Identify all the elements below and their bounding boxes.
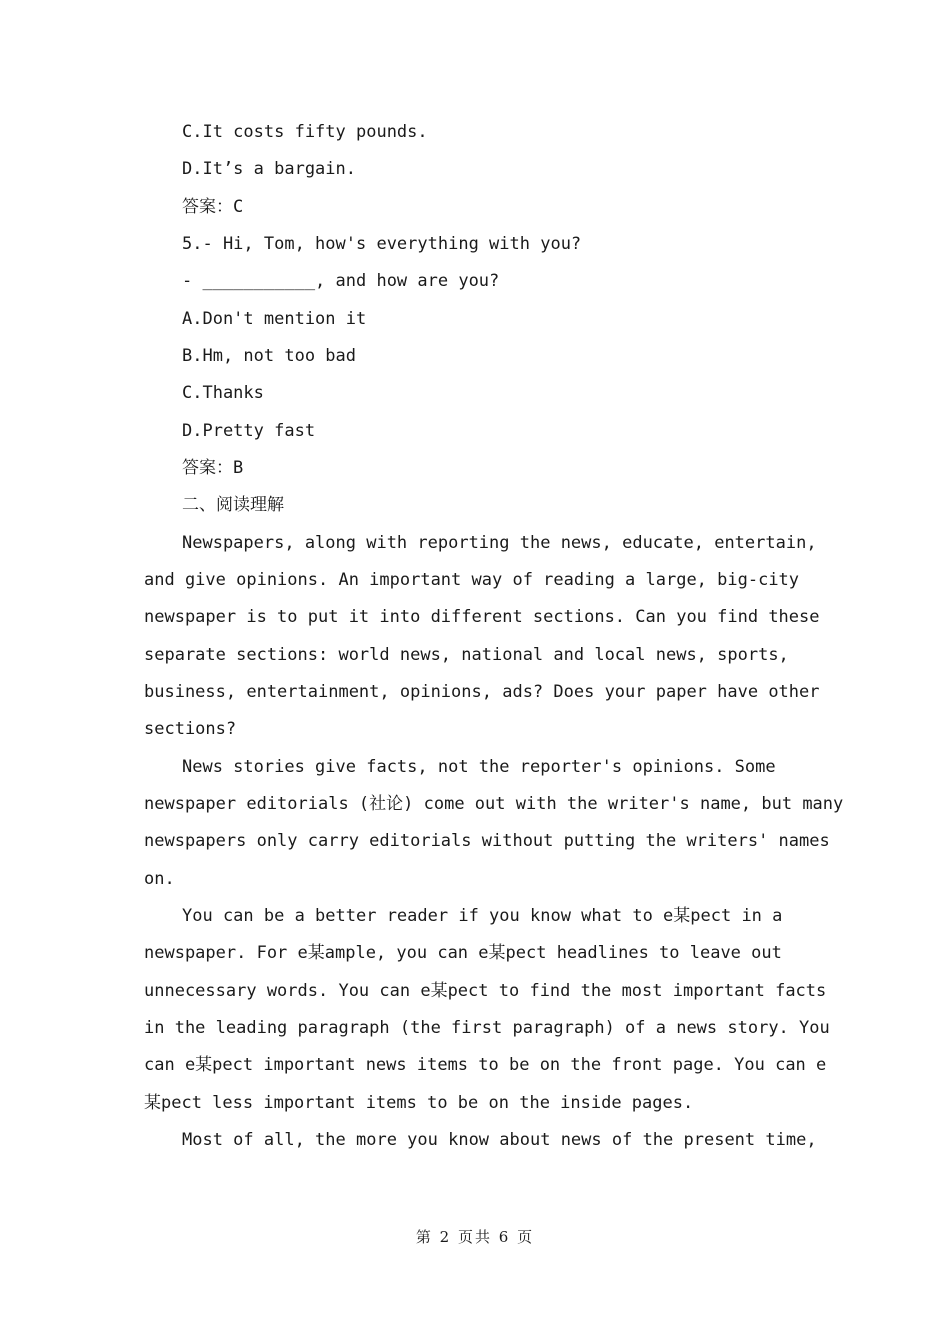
paragraph-line: Most of all, the more you know about news of the present time,: [182, 1130, 817, 1150]
paragraph-line: business, entertainment, opinions, ads? Does your paper have other: [144, 682, 820, 702]
paragraph-line: unnecessary words. You can e某pect to find the most important facts: [144, 981, 827, 1001]
paragraph-line: newspapers only carry editorials without putting the writers' names: [144, 831, 830, 851]
page-footer: 第 2 页共 6 页: [415, 1228, 535, 1246]
q4-answer: 答案：C: [182, 197, 244, 217]
paragraph-line: on.: [144, 869, 175, 889]
q5-response: - ___________, and how are you?: [182, 271, 500, 291]
q5-option-b: B.Hm, not too bad: [182, 346, 356, 366]
q4-option-c: C.It costs fifty pounds.: [182, 122, 428, 142]
paragraph-line: Newspapers, along with reporting the news, educate, entertain,: [182, 533, 817, 553]
paragraph-line: 某pect less important items to be on the inside pages.: [144, 1093, 694, 1113]
section-heading: 二、阅读理解: [182, 495, 284, 515]
q5-option-a: A.Don't mention it: [182, 309, 367, 329]
paragraph-line: can e某pect important news items to be on the front page. You can e: [144, 1055, 827, 1075]
paragraph-line: newspaper editorials (社论) come out with the writer's name, but many: [144, 794, 844, 814]
q5-answer: 答案：B: [182, 458, 244, 478]
q5-option-d: D.Pretty fast: [182, 421, 316, 441]
q5-option-c: C.Thanks: [182, 383, 264, 403]
paragraph-line: newspaper. For e某ample, you can e某pect headlines to leave out: [144, 943, 782, 963]
paragraph-line: and give opinions. An important way of reading a large, big-city: [144, 570, 800, 590]
paragraph-line: You can be a better reader if you know what to e某pect in a: [182, 906, 783, 926]
paragraph-line: newspaper is to put it into different sections. Can you find these: [144, 607, 820, 627]
paragraph-line: News stories give facts, not the reporter's opinions. Some: [182, 757, 776, 777]
paragraph-line: separate sections: world news, national and local news, sports,: [144, 645, 789, 665]
paragraph-line: in the leading paragraph (the first paragraph) of a news story. You: [144, 1018, 830, 1038]
q5-stem: 5.- Hi, Tom, how's everything with you?: [182, 234, 582, 254]
paragraph-line: sections?: [144, 719, 237, 739]
q4-option-d: D.It’s a bargain.: [182, 159, 356, 179]
